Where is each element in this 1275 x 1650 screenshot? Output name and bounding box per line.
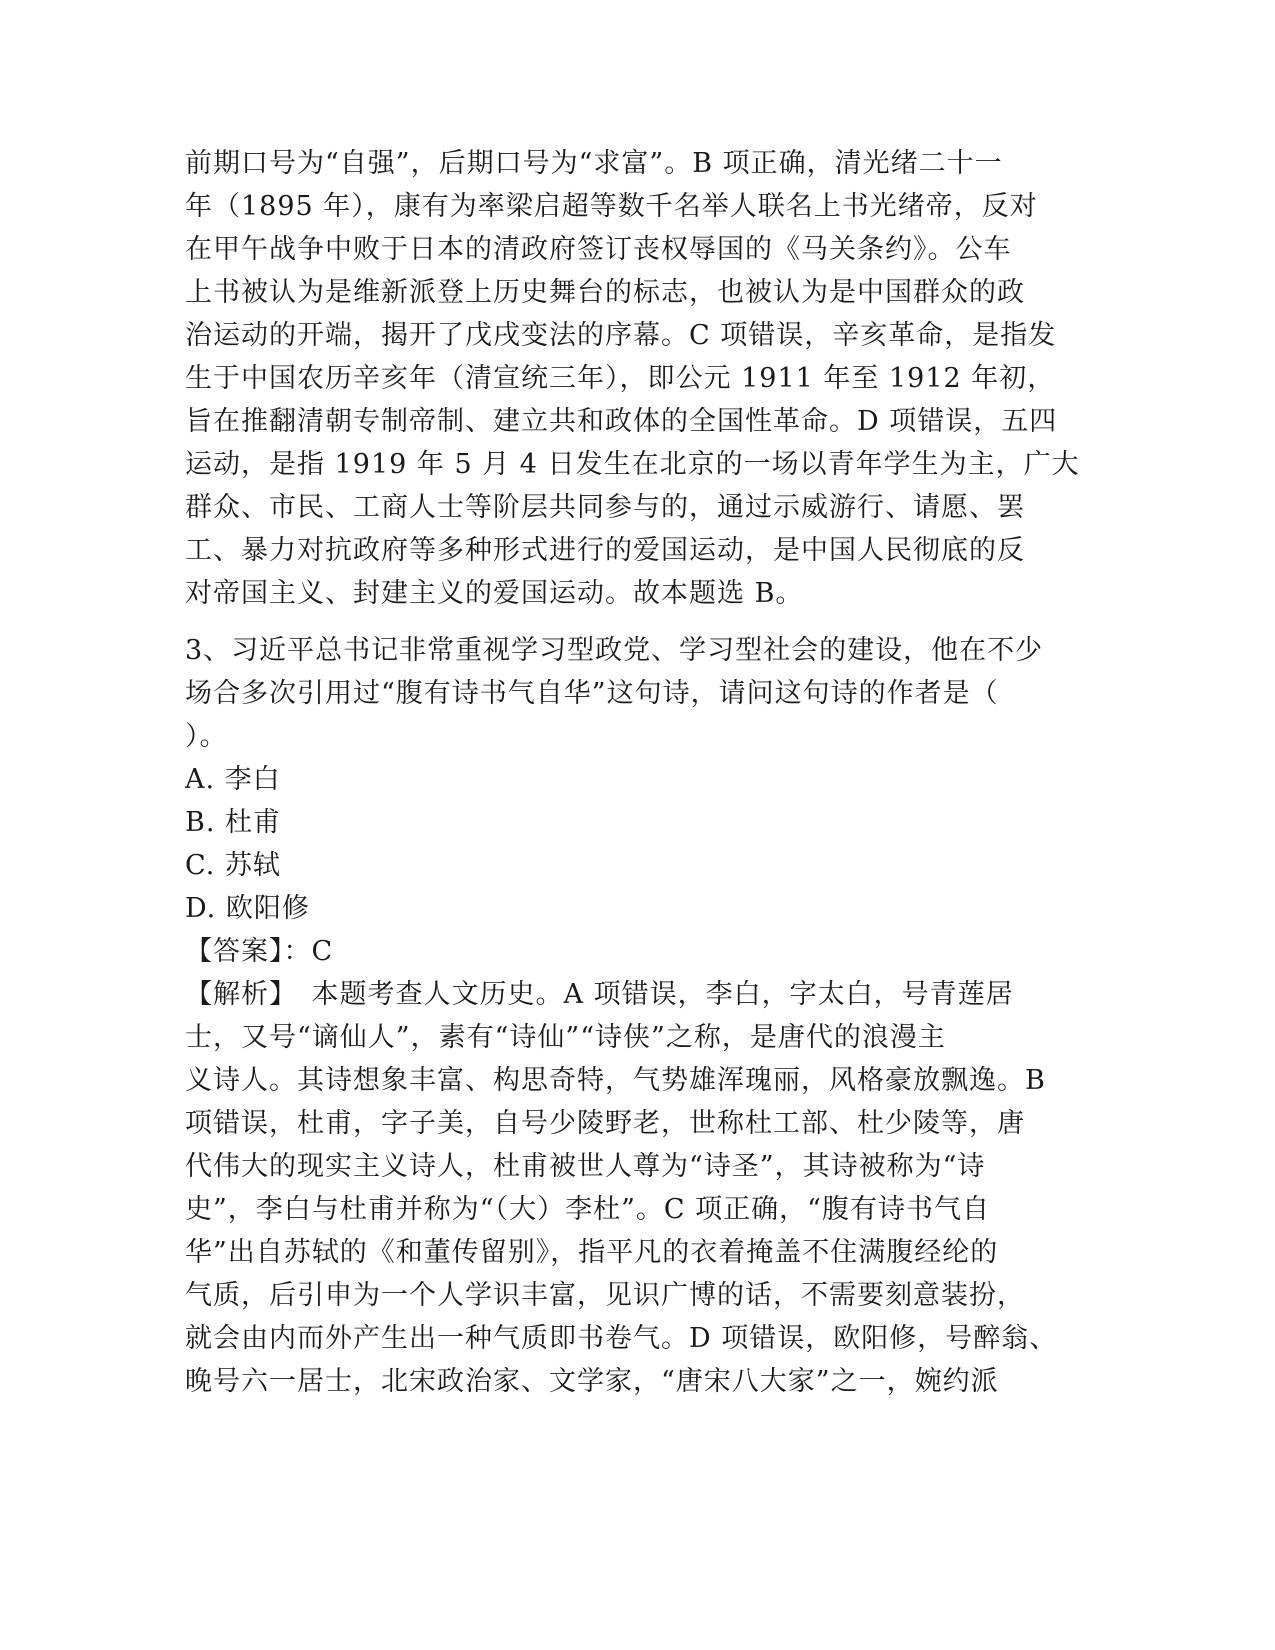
text-line: 在甲午战争中败于日本的清政府签订丧权辱国的《马关条约》。公车 [185, 234, 1012, 265]
text-line: 就会由内而外产生出一种气质即书卷气。D 项错误，欧阳修，号醉翁、 [185, 1323, 1058, 1354]
text-line: 治运动的开端，揭开了戊戌变法的序幕。C 项错误，辛亥革命，是指发 [185, 320, 1057, 351]
text-line: 前期口号为“自强”，后期口号为“求富”。B 项正确，清光绪二十一 [185, 148, 1003, 179]
question-3 [185, 629, 1085, 1403]
previous-analysis-continued [185, 142, 1085, 615]
option-c: C. 苏轼 [185, 850, 281, 881]
text-line: 年（1895 年），康有为率梁启超等数千名举人联名上书光绪帝，反对 [185, 191, 1038, 222]
text-line: ）。 [185, 721, 228, 752]
paragraph-gap [185, 615, 1085, 629]
option-d: D. 欧阳修 [185, 893, 310, 924]
text-line: 代伟大的现实主义诗人，杜甫被世人尊为“诗圣”，其诗被称为“诗 [185, 1151, 986, 1182]
text-line: 士，又号“谪仙人”，素有“诗仙”“诗侠”之称，是唐代的浪漫主 [185, 1022, 946, 1053]
text-line: 义诗人。其诗想象丰富、构思奇特，气势雄浑瑰丽，风格豪放飘逸。B [185, 1065, 1046, 1096]
text-line: 生于中国农历辛亥年（清宣统三年），即公元 1911 年至 1912 年初， [185, 363, 1056, 394]
option-a: A. 李白 [185, 764, 281, 795]
text-line: 【解析】 本题考查人文历史。A 项错误，李白，字太白，号青莲居 [185, 979, 1014, 1010]
analysis [185, 973, 1085, 1403]
text-line: 晚号六一居士，北宋政治家、文学家，“唐宋八大家”之一，婉约派 [185, 1366, 999, 1397]
question-stem [185, 629, 1085, 758]
option-b: B. 杜甫 [185, 807, 282, 838]
text-line: 群众、市民、工商人士等阶层共同参与的，通过示威游行、请愿、罢 [185, 492, 1025, 523]
text-line: 场合多次引用过“腹有诗书气自华”这句诗，请问这句诗的作者是（ [185, 678, 999, 709]
text-line: 史”，李白与杜甫并称为“（大）李杜”。C 项正确，“腹有诗书气自 [185, 1194, 990, 1225]
text-line: 旨在推翻清朝专制帝制、建立共和政体的全国性革命。D 项错误，五四 [185, 406, 1058, 437]
text-line: 华”出自苏轼的《和董传留别》，指平凡的衣着掩盖不住满腹经纶的 [185, 1237, 999, 1268]
text-line: 项错误，杜甫，字子美，自号少陵野老，世称杜工部、杜少陵等，唐 [185, 1108, 1025, 1139]
document-page [185, 142, 1085, 1403]
text-line: 对帝国主义、封建主义的爱国运动。故本题选 B。 [185, 578, 804, 609]
text-line: 气质，后引申为一个人学识丰富，见识广博的话，不需要刻意装扮， [185, 1280, 1025, 1311]
text-line: 运动，是指 1919 年 5 月 4 日发生在北京的一场以青年学生为主，广大 [185, 449, 1080, 480]
text-line: 工、暴力对抗政府等多种形式进行的爱国运动，是中国人民彻底的反 [185, 535, 1025, 566]
text-line: 3、习近平总书记非常重视学习型政党、学习型社会的建设，他在不少 [185, 635, 1044, 666]
text-line: 上书被认为是维新派登上历史舞台的标志，也被认为是中国群众的政 [185, 277, 1025, 308]
question-options [185, 758, 1085, 930]
answer-line: 【答案】：C [185, 936, 334, 967]
